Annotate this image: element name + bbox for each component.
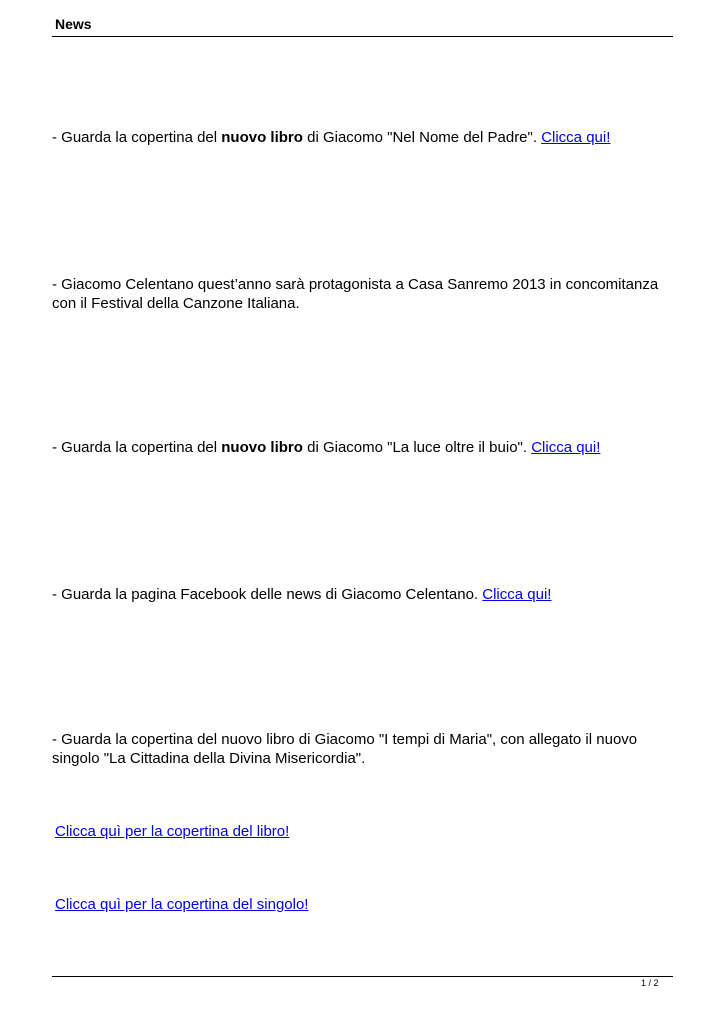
header-divider [52, 36, 673, 37]
news-item-book-nel-nome-del-padre [52, 128, 677, 147]
page-header-title: News [55, 16, 92, 32]
clicca-qui-link[interactable]: Clicca qui! [482, 586, 552, 603]
clicca-qui-link[interactable]: Clicca qui! [531, 439, 601, 456]
news-item-bold: nuovo libro [221, 439, 303, 456]
news-item-text: - Guarda la copertina del [52, 439, 222, 456]
news-item-text: di Giacomo "La luce oltre il buio". [302, 439, 532, 456]
news-item-text: - Guarda la pagina Facebook delle news di Giacomo Celentano. [52, 586, 483, 603]
news-item-facebook-page [52, 585, 677, 604]
footer-divider [52, 976, 673, 977]
single-cover-link[interactable]: Clicca quì per la copertina del singolo! [55, 896, 309, 913]
book-cover-link[interactable]: Clicca quì per la copertina del libro! [55, 823, 290, 840]
news-item-text: - Guarda la copertina del [52, 129, 222, 146]
page-number: 1 / 2 [641, 978, 659, 988]
news-item-book-la-luce-oltre-il-buio [52, 438, 677, 457]
news-item-text: di Giacomo "Nel Nome del Padre". [302, 129, 542, 146]
clicca-qui-link[interactable]: Clicca qui! [541, 129, 611, 146]
news-item-book-i-tempi-di-maria: - Guarda la copertina del nuovo libro di Giacomo "I tempi di Maria", con allegato il nuovo singolo "La Cittadina della Divina Misericordia". [52, 731, 638, 767]
news-item-casa-sanremo: - Giacomo Celentano quest’anno sarà protagonista a Casa Sanremo 2013 in concomitanza con il Festival della Canzone Italiana. [52, 276, 659, 312]
news-item-bold: nuovo libro [221, 129, 303, 146]
